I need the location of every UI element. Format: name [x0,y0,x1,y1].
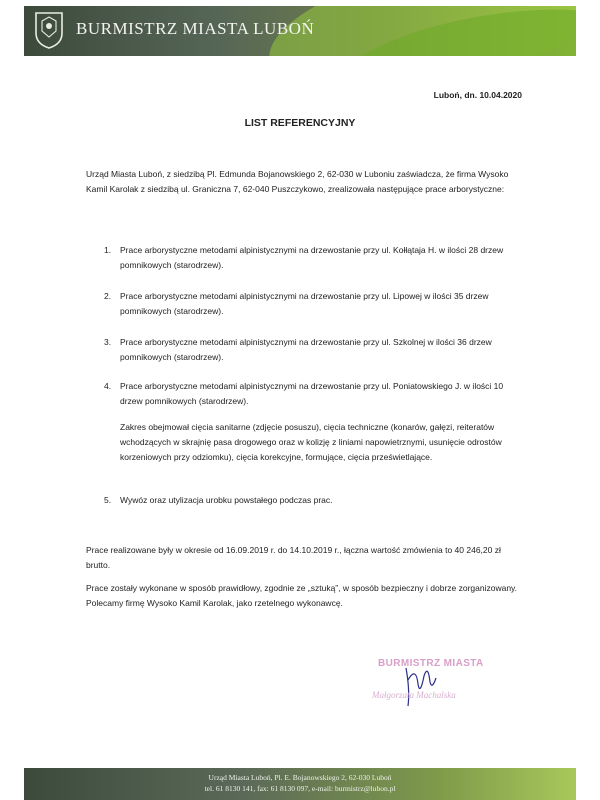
city-crest-icon [34,11,64,49]
letterhead-banner [24,6,576,56]
list-item-text: Prace arborystyczne metodami alpinistycznymi na drzewostanie przy ul. Kołłątaja H. w ilości 28 drzew pomnikowych (starodrzew). [120,245,504,270]
intro-paragraph: Urząd Miasta Luboń, z siedzibą Pl. Edmunda Bojanowskiego 2, 62-030 w Luboniu zaświadcza, że firma Wysoko Kamil Karolak z siedzibą ul. Graniczna 7, 62-040 Puszczykowo, zrealizowała następujące prace arborystyczne: [86,169,509,194]
list-item-number: 4. [104,381,112,391]
list-item-number: 1. [104,245,112,255]
summary-paragraph: Prace realizowane były w okresie od 16.09.2019 r. do 14.10.2019 r., łączna wartość zmówienia to 40 246,20 zł brutto. [86,545,501,570]
scope-paragraph: Zakres obejmował cięcia sanitarne (zdjęcie posuszu), cięcia techniczne (konarów, gałęzi, reiteratów wchodzących w skrajnię pasa drogowego oraz w kolizję z liniami napowietrznymi, usunięcie odrostów korzeniowych przy odziomku), cięcia korekcyjne, formujące, cięcia prześwietlające. [120,422,502,462]
list-item-number: 5. [104,495,112,505]
list-item-text: Prace arborystyczne metodami alpinistycznymi na drzewostanie przy ul. Poniatowskiego J. w ilości 10 drzew pomnikowych (starodrzew). [120,381,504,406]
document-title: LIST REFERENCYJNY [244,117,356,129]
official-stamp-name: Małgorzata Machalska [372,690,456,700]
closing-paragraph: Prace zostały wykonane w sposób prawidłowy, zgodnie ze „sztuką”, w sposób bezpieczny i dobrze zorganizowany. Polecamy firmę Wysoko Kamil Karolak, jako rzetelnego wykonawcę. [86,583,518,608]
letterhead-footer [24,768,576,800]
footer-address: Urząd Miasta Luboń, Pl. E. Bojanowskiego 2, 62-030 Luboń [208,773,392,782]
official-stamp-title: BURMISTRZ MIASTA [378,658,484,669]
footer-contact: tel. 61 8130 141, fax: 61 8130 097, e-mail: burmistrz@lubon.pl [204,784,396,793]
list-item-number: 3. [104,337,112,347]
letter-date: Luboń, dn. 10.04.2020 [433,90,522,100]
list-item-number: 2. [104,291,112,301]
list-item-text: Prace arborystyczne metodami alpinistycznymi na drzewostanie przy ul. Szkolnej w ilości 36 drzew pomnikowych (starodrzew). [120,337,492,362]
letterhead-title: BURMISTRZ MIASTA LUBOŃ [76,19,315,38]
list-item-text: Wywóz oraz utylizacja urobku powstałego podczas prac. [120,495,333,505]
handwritten-signature [400,660,440,710]
list-item-text: Prace arborystyczne metodami alpinistycznymi na drzewostanie przy ul. Lipowej w ilości 35 drzew pomnikowych (starodrzew). [120,291,489,316]
